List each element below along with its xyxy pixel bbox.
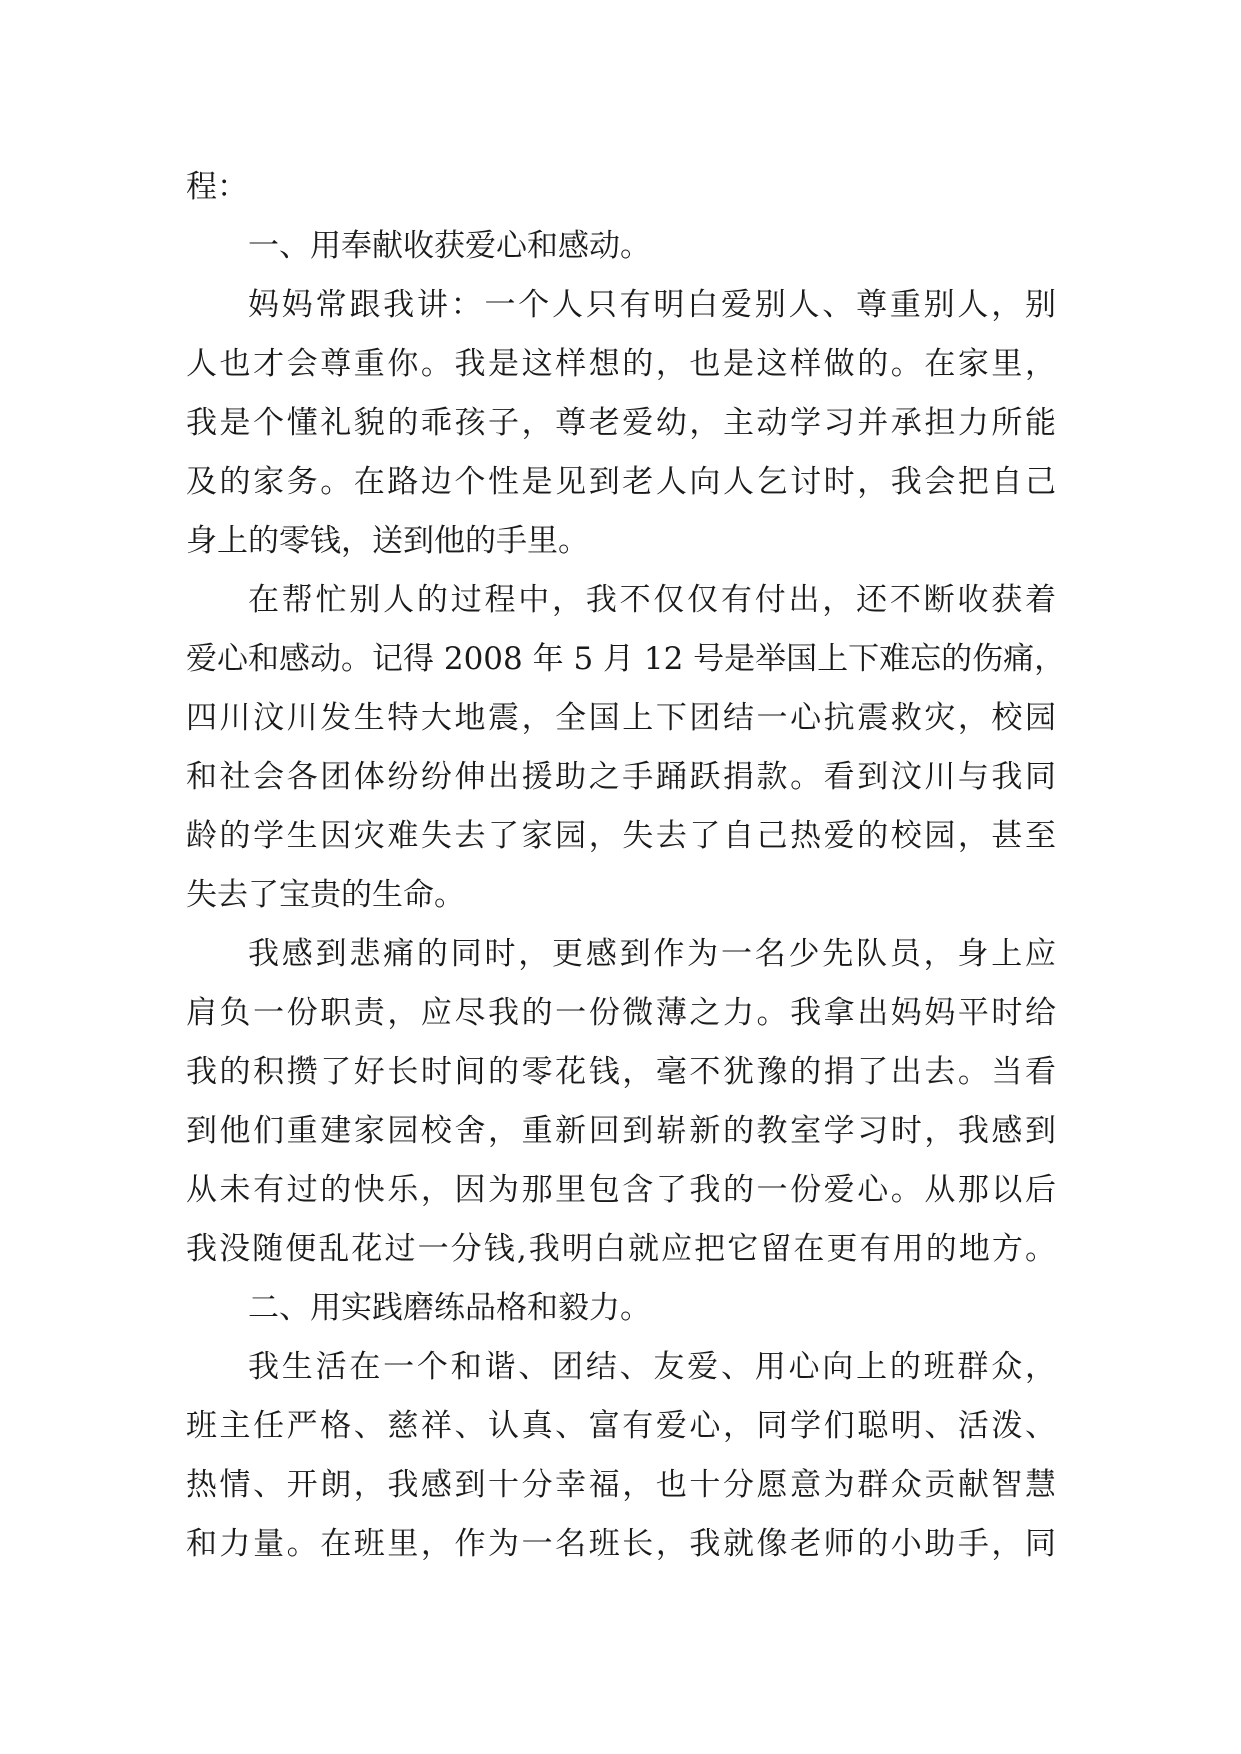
- text-line: 妈妈常跟我讲：一个人只有明白爱别人、尊重别人，别: [248, 287, 1056, 323]
- text-line: 在帮忙别人的过程中，我不仅仅有付出，还不断收获着: [248, 582, 1056, 618]
- text-line: 和社会各团体纷纷伸出援助之手踊跃捐款。看到汶川与我同: [186, 759, 1056, 795]
- text-line: 和力量。在班里，作为一名班长，我就像老师的小助手，同: [186, 1526, 1056, 1562]
- text-line: 热情、开朗，我感到十分幸福，也十分愿意为群众贡献智慧: [186, 1467, 1056, 1503]
- text-line: 四川汶川发生特大地震，全国上下团结一心抗震救灾，校园: [186, 700, 1056, 736]
- section-heading: 二、用实践磨练品格和毅力。: [248, 1290, 651, 1326]
- text-line: 及的家务。在路边个性是见到老人向人乞讨时，我会把自己: [186, 464, 1056, 500]
- text-line: 肩负一份职责，应尽我的一份微薄之力。我拿出妈妈平时给: [186, 995, 1056, 1031]
- text-line: 我是个懂礼貌的乖孩子，尊老爱幼，主动学习并承担力所能: [186, 405, 1056, 441]
- text-line: 我没随便乱花过一分钱,我明白就应把它留在更有用的地方。: [186, 1231, 1056, 1267]
- section-heading: 一、用奉献收获爱心和感动。: [248, 228, 651, 264]
- text-line: 爱心和感动。记得 2008 年 5 月 12 号是举国上下难忘的伤痛，: [186, 641, 1066, 677]
- text-line: 程：: [186, 169, 248, 205]
- text-line: 到他们重建家园校舍，重新回到崭新的教室学习时，我感到: [186, 1113, 1056, 1149]
- text-line: 我的积攒了好长时间的零花钱，毫不犹豫的捐了出去。当看: [186, 1054, 1056, 1090]
- text-line: 失去了宝贵的生命。: [186, 877, 465, 913]
- text-line: 身上的零钱，送到他的手里。: [186, 523, 589, 559]
- text-line: 人也才会尊重你。我是这样想的，也是这样做的。在家里，: [186, 346, 1056, 382]
- text-line: 班主任严格、慈祥、认真、富有爱心，同学们聪明、活泼、: [186, 1408, 1056, 1444]
- text-line: 从未有过的快乐，因为那里包含了我的一份爱心。从那以后: [186, 1172, 1056, 1208]
- text-line: 我生活在一个和谐、团结、友爱、用心向上的班群众，: [248, 1349, 1056, 1385]
- text-line: 我感到悲痛的同时，更感到作为一名少先队员，身上应: [248, 936, 1056, 972]
- document-body: [186, 158, 1066, 1574]
- text-line: 龄的学生因灾难失去了家园，失去了自己热爱的校园，甚至: [186, 818, 1056, 854]
